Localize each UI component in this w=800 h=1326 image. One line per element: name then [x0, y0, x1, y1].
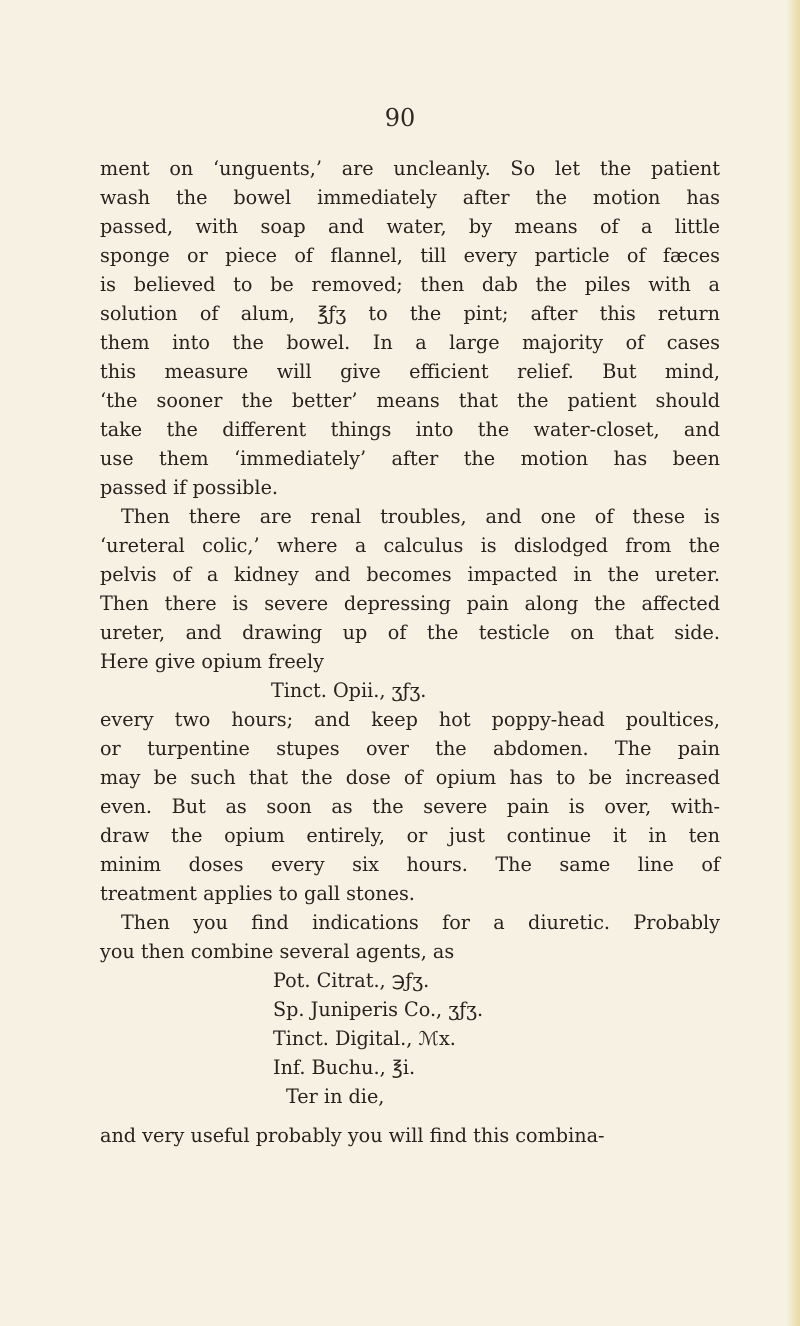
text-line: Then there is severe depressing pain along the affected	[100, 592, 720, 615]
text-line: take the different things into the water-closet, and	[100, 418, 720, 441]
text-line: minim doses every six hours. The same line of	[100, 853, 720, 876]
prescription-line: Sp. Juniperis Co., ʒƒʒ.	[273, 998, 484, 1021]
text-line: ureter, and drawing up of the testicle on that side.	[100, 621, 720, 644]
text-line: every two hours; and keep hot poppy-head poultices,	[100, 708, 720, 731]
prescription-line: Tinct. Opii., ʒƒʒ.	[271, 679, 427, 702]
page-number: 90	[384, 104, 416, 132]
text-line: may be such that the dose of opium has to be increased	[100, 766, 720, 789]
text-line: wash the bowel immediately after the motion has	[100, 186, 720, 209]
text-line: Then there are renal troubles, and one of these is	[121, 505, 720, 528]
text-line: you then combine several agents, as	[100, 940, 455, 963]
text-line: is believed to be removed; then dab the piles with a	[100, 273, 720, 296]
text-line: Here give opium freely	[100, 650, 325, 673]
prescription-line: Tinct. Digital., ℳx.	[273, 1027, 456, 1050]
prescription-line: Pot. Citrat., ℈ƒʒ.	[273, 969, 430, 992]
text-line: treatment applies to gall stones.	[100, 882, 415, 905]
text-line: use them ‘immediately’ after the motion has been	[100, 447, 720, 470]
text-line: passed if possible.	[100, 476, 279, 499]
text-line: passed, with soap and water, by means of a little	[100, 215, 720, 238]
text-line: ‘the sooner the better’ means that the patient should	[100, 389, 720, 412]
text-line: Then you find indications for a diuretic. Probably	[121, 911, 720, 934]
text-line: draw the opium entirely, or just continue it in ten	[100, 824, 720, 847]
text-line: sponge or piece of flannel, till every particle of fæces	[100, 244, 720, 267]
prescription-line: Inf. Buchu., ℥i.	[273, 1056, 416, 1079]
text-line: ment on ‘unguents,’ are uncleanly. So let the patient	[100, 157, 720, 180]
text-line: and very useful probably you will find this combina-	[100, 1124, 605, 1147]
text-line: or turpentine stupes over the abdomen. The pain	[100, 737, 720, 760]
text-line: even. But as soon as the severe pain is over, with-	[100, 795, 720, 818]
page-edge-shading	[786, 0, 800, 1326]
text-line: this measure will give efficient relief. But mind,	[100, 360, 720, 383]
page-body	[100, 154, 720, 1150]
text-line: pelvis of a kidney and becomes impacted in the ureter.	[100, 563, 720, 586]
prescription-line: Ter in die,	[286, 1085, 385, 1108]
text-line: solution of alum, ℥ƒʒ to the pint; after this return	[100, 302, 720, 325]
text-line: ‘ureteral colic,’ where a calculus is dislodged from the	[100, 534, 720, 557]
text-line: them into the bowel. In a large majority of cases	[100, 331, 720, 354]
